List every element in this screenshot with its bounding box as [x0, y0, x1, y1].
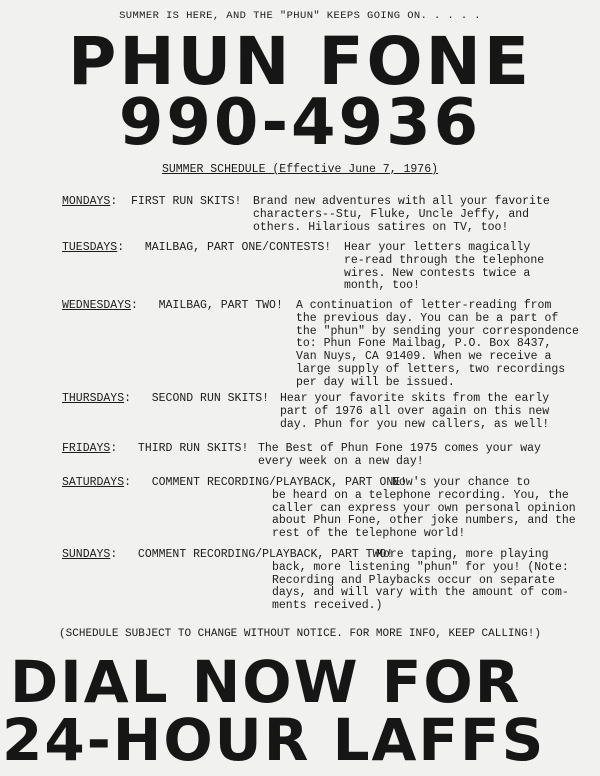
schedule-entry-sunday: SUNDAYS: COMMENT RECORDING/PLAYBACK, PART TWO! — [62, 548, 394, 561]
schedule-desc-monday — [253, 196, 550, 234]
program-label: MAILBAG, PART ONE/CONTESTS! — [144, 241, 332, 254]
program-label: SECOND RUN SKITS! — [151, 392, 270, 405]
schedule-heading: SUMMER SCHEDULE (Effective June 7, 1976) — [161, 163, 439, 176]
day-label: FRIDAYS — [62, 442, 111, 455]
flyer-title: PHUN FONE — [68, 23, 532, 100]
day-label: WEDNESDAYS — [62, 299, 132, 312]
schedule-entry-saturday: SATURDAYS: COMMENT RECORDING/PLAYBACK, PART ONE! — [62, 476, 408, 489]
desc-line: Brand new adventures with all your favorite — [253, 195, 550, 208]
desc-line: per day will be issued. — [296, 375, 455, 389]
program-label: THIRD RUN SKITS! — [137, 442, 249, 455]
day-label: SATURDAYS — [62, 476, 125, 489]
schedule-desc-sunday — [272, 562, 569, 613]
schedule-desc-saturday — [272, 490, 576, 541]
schedule-disclaimer: (SCHEDULE SUBJECT TO CHANGE WITHOUT NOTICE. FOR MORE INFO, KEEP CALLING!) — [59, 628, 541, 640]
desc-line: to: Phun Fone Mailbag, P.O. Box 8437, — [296, 337, 552, 351]
program-label: COMMENT RECORDING/PLAYBACK, PART TWO! — [137, 548, 394, 561]
desc-line: caller can express your own personal opinion — [272, 501, 576, 515]
schedule-entry-tuesday: TUESDAYS: MAILBAG, PART ONE/CONTESTS! — [62, 241, 332, 254]
top-tagline: SUMMER IS HERE, AND THE "PHUN" KEEPS GOING ON. . . . . — [119, 10, 481, 22]
desc-line: the previous day. You can be a part of — [296, 311, 559, 325]
desc-line: others. Hilarious satires on TV, too! — [253, 220, 509, 234]
desc-line: days, and will vary with the amount of com- — [272, 586, 569, 600]
desc-line: More taping, more playing — [376, 548, 549, 561]
desc-line: rest of the telephone world! — [272, 527, 466, 541]
desc-line: about Phun Fone, other joke numbers, and the — [272, 514, 576, 528]
day-label: MONDAYS — [62, 195, 111, 208]
schedule-desc-thursday — [280, 393, 549, 431]
desc-line: Recording and Playbacks occur on separate — [272, 573, 555, 587]
desc-line: characters--Stu, Fluke, Uncle Jeffy, and — [253, 207, 530, 221]
desc-line: be heard on a telephone recording. You, the — [272, 488, 569, 502]
banner-line-2: 24-HOUR LAFFS — [2, 706, 546, 774]
desc-line: every week on a new day! — [258, 454, 424, 468]
phone-number: 990-4936 — [118, 86, 482, 160]
day-label: TUESDAYS — [62, 241, 118, 254]
desc-line: ments received.) — [272, 599, 383, 613]
desc-line: re-read through the telephone — [344, 253, 545, 267]
schedule-desc-wednesday — [296, 300, 579, 390]
schedule-desc-sunday-first — [376, 549, 549, 562]
schedule-desc-saturday-first — [392, 477, 530, 490]
program-label: COMMENT RECORDING/PLAYBACK, PART ONE! — [151, 476, 408, 489]
schedule-entry-monday: MONDAYS: FIRST RUN SKITS! — [62, 195, 242, 208]
desc-line: back, more listening "phun" for you! (Note: — [272, 560, 569, 574]
schedule-desc-tuesday — [344, 242, 544, 293]
schedule-entry-friday: FRIDAYS: THIRD RUN SKITS! — [62, 442, 249, 455]
desc-line: Hear your favorite skits from the early — [280, 392, 550, 405]
schedule-entry-wednesday: WEDNESDAYS: MAILBAG, PART TWO! — [62, 299, 283, 312]
desc-line: The Best of Phun Fone 1975 comes your way — [258, 442, 541, 455]
desc-line: Now's your chance to — [392, 476, 531, 489]
desc-line: part of 1976 all over again on this new — [280, 404, 550, 418]
day-label: SUNDAYS — [62, 548, 111, 561]
schedule-desc-friday — [258, 443, 541, 469]
desc-line: day. Phun for you new callers, as well! — [280, 417, 550, 431]
desc-line: Van Nuys, CA 91409. When we receive a — [296, 350, 552, 364]
desc-line: month, too! — [344, 279, 420, 293]
program-label: FIRST RUN SKITS! — [131, 195, 242, 208]
desc-line: the "phun" by sending your correspondence — [296, 324, 579, 338]
schedule-entry-thursday: THURSDAYS: SECOND RUN SKITS! — [62, 392, 270, 405]
desc-line: Hear your letters magically — [344, 241, 531, 254]
program-label: MAILBAG, PART TWO! — [158, 299, 283, 312]
desc-line: A continuation of letter-reading from — [296, 299, 552, 312]
desc-line: wires. New contests twice a — [344, 266, 531, 280]
banner-line-1: DIAL NOW FOR — [10, 648, 522, 716]
day-label: THURSDAYS — [62, 392, 125, 405]
desc-line: large supply of letters, two recordings — [296, 362, 566, 376]
